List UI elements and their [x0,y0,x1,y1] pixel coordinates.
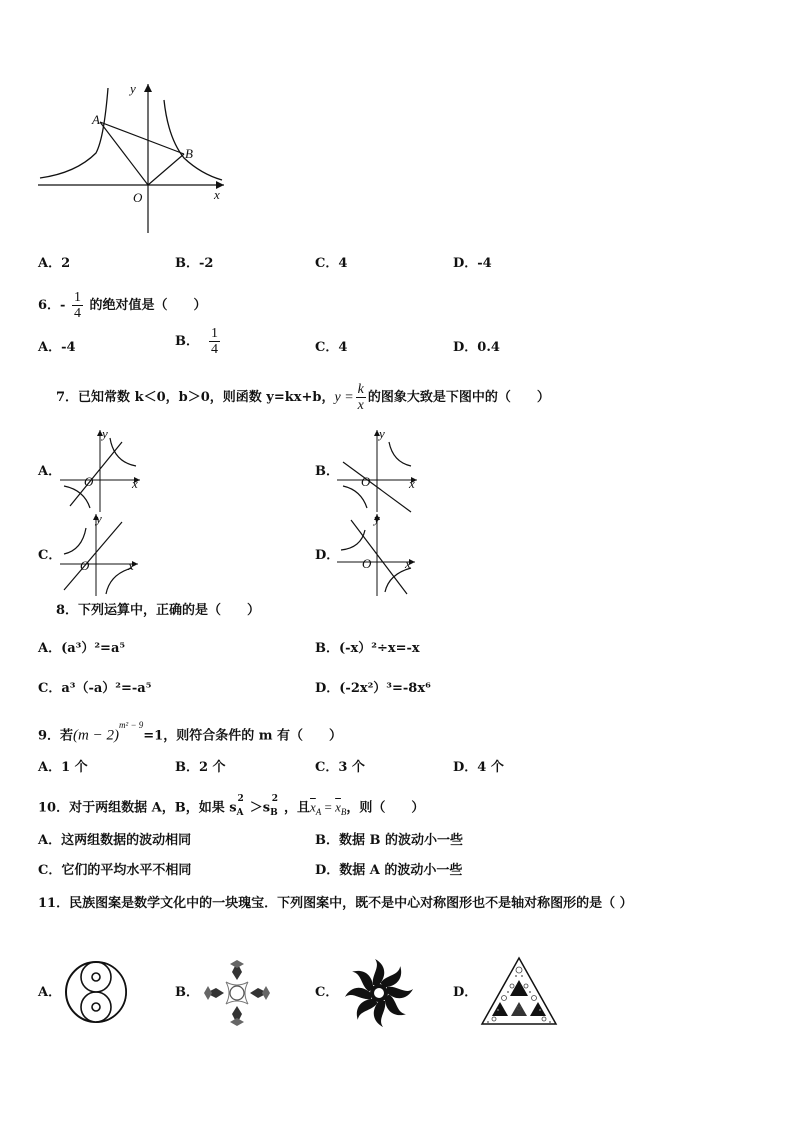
q7-label-c[interactable]: C． [38,548,62,563]
pinwheel-flower-icon[interactable] [342,956,416,1030]
q8-option-a[interactable]: A．(a³）²=a⁵ [38,641,126,656]
q7-label-a[interactable]: A． [38,464,62,479]
q7a-o: O [84,474,94,489]
q6-number: 6．- [38,298,66,313]
q10-option-c[interactable]: C．它们的平均水平不相同 [38,863,192,878]
q10-option-d[interactable]: D．数据 A 的波动小一些 [315,863,463,878]
q7-graph-c[interactable] [60,512,144,596]
q9-option-b[interactable]: B．2 个 [175,760,226,775]
triangle-pattern-icon[interactable] [480,956,558,1026]
q7d-o: O [362,556,372,571]
q7b-y: y [379,426,385,441]
q5-point-a: A [92,112,100,127]
q8-option-d[interactable]: D．(-2x²）³=-8x⁶ [315,681,431,696]
q5-axis-x: x [214,187,220,202]
q7-tail: 的图象大致是下图中的（ ） [367,390,550,405]
q11-stem: 11．民族图案是数学文化中的一块瑰宝．下列图案中，既不是中心对称图形也不是轴对称图形的是（ ） [38,896,633,911]
q7d-x: x [405,556,411,571]
q5-point-b: B [185,146,193,161]
q6-fraction: $\frac{1}{4}$ [73,290,81,321]
q7c-y: y [96,511,102,526]
q8-stem: 8．下列运算中，正确的是（ ） [56,603,261,618]
q11-label-d[interactable]: D． [453,985,478,1000]
q7b-o: O [361,474,371,489]
q6-tail: 的绝对值是（ ） [89,298,207,313]
q7-label-d[interactable]: D． [315,548,340,563]
q6-option-a[interactable]: A．-4 [38,340,76,355]
q10-option-a[interactable]: A．这两组数据的波动相同 [38,833,192,848]
q7a-y: y [102,426,108,441]
q5-option-d[interactable]: D．-4 [453,256,492,271]
q10-stem: 10．对于两组数据 A，B，如果 $s_A^2>s_B^2$，且$\overline{x}_A = \overline{x}_B$，则（ ） [38,794,425,818]
q11-label-a[interactable]: A． [38,985,62,1000]
q5-option-a[interactable]: A．2 [38,256,71,271]
q8-option-c[interactable]: C．a³（-a）²=-a⁵ [38,681,152,696]
q9-option-d[interactable]: D．4 个 [453,760,504,775]
q7a-x: x [132,476,138,491]
q5-axis-y: y [130,81,136,96]
q7-label-b[interactable]: B． [315,464,339,479]
q7c-o: O [80,558,90,573]
q6-option-b[interactable]: B． $\frac{1}{4}$ [175,326,218,357]
q11-label-c[interactable]: C． [315,985,339,1000]
q10-option-b[interactable]: B．数据 B 的波动小一些 [315,833,464,848]
q6-option-c[interactable]: C．4 [315,340,348,355]
q7-pre: 7．已知常数 k＜0，b＞0，则函数 y=kx+b， [56,390,335,405]
q9-stem: 9．若$(m - 2)^{m^2 - 9}=1$，则符合条件的 m 有（ ） [38,720,343,744]
q6-option-d[interactable]: D．0.4 [453,340,500,355]
q5-option-c[interactable]: C．4 [315,256,348,271]
q9-option-c[interactable]: C．3 个 [315,760,365,775]
q9-base: (m − 2) [73,727,119,744]
q7c-x: x [128,558,134,573]
q9-exponent: m² − 9 [119,720,144,730]
q5-option-b[interactable]: B．-2 [175,256,214,271]
q7-stem: 7．已知常数 k＜0，b＞0，则函数 y=kx+b，y = $\frac{k}{x}$ 的图象大致是下图中的（ ） [56,382,550,413]
floral-pattern-icon[interactable] [202,958,272,1028]
q9-option-a[interactable]: A．1 个 [38,760,88,775]
yin-yang-icon[interactable] [64,960,128,1024]
q8-option-b[interactable]: B．(-x）²÷x=-x [315,641,420,656]
q11-label-b[interactable]: B． [175,985,199,1000]
q6-stem [38,290,207,321]
q7b-x: x [409,476,415,491]
q7d-y: y [374,511,380,526]
q5-origin: O [133,190,143,205]
q5-graph [36,78,236,238]
